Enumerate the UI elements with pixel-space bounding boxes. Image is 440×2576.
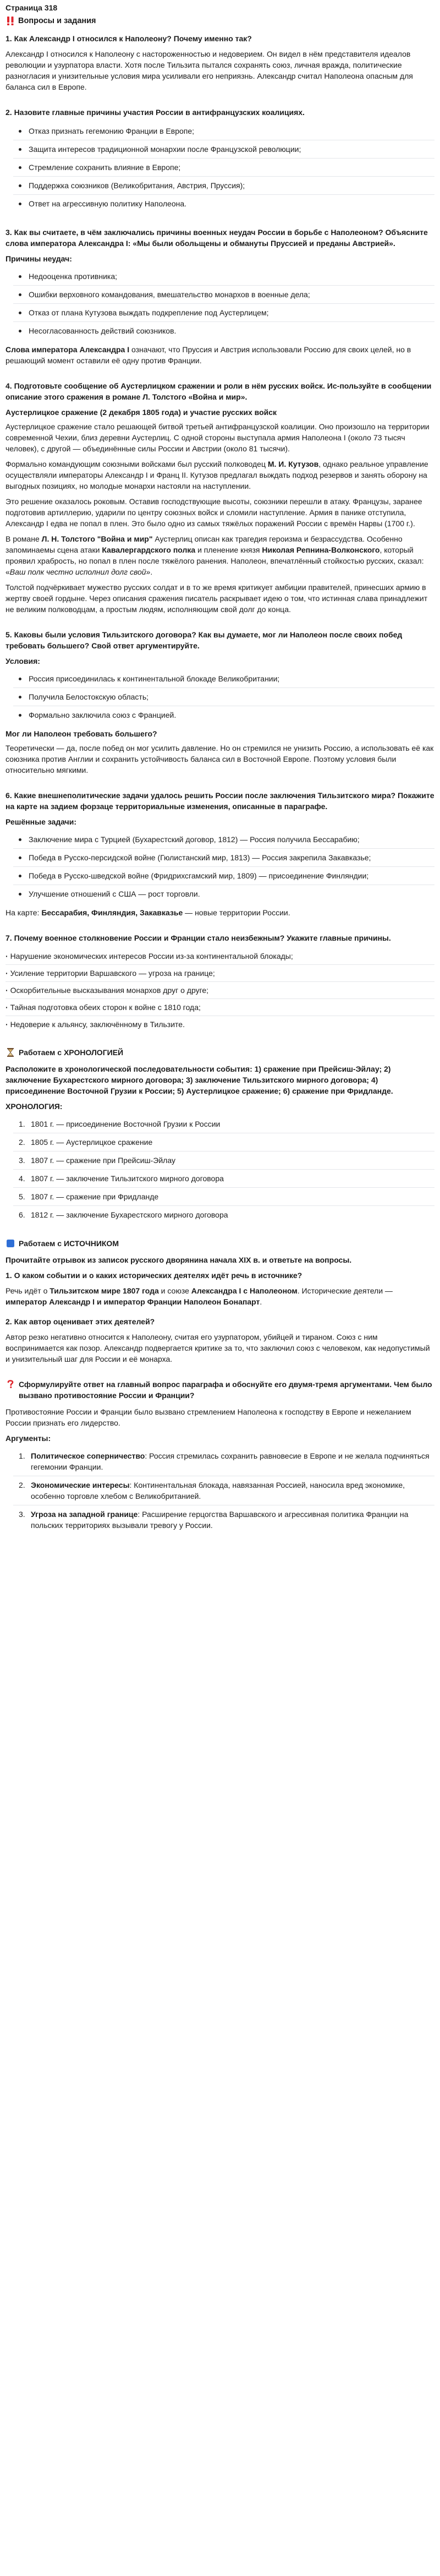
conclusion-text: означают, что Пруссия и Австрия использовали Россию для своих целей, но в решающий момент оставили её одну против Франции. [6,345,411,365]
item-number: 6. [19,1210,25,1219]
double-exclamation-icon [6,16,15,26]
list-item: Улучшение отношений с США — рост торговли. [13,885,435,903]
list-item [13,1115,435,1133]
source-section [6,1238,435,1365]
question-4-subtitle: Аустерлицкое сражение (2 декабря 1805 года) и участие русских войск [6,408,277,417]
question-2-title: 2. Назовите главные причины участия России в антифранцузских коалициях. [6,108,305,117]
question-4-title: 4. Подготовьте сообщение об Аустерлицком сражении и роли в нём русских войск. Ис-пользуйте в сообщении описание этого сражения в романе Л. Толстого «Война и мир». [6,381,432,401]
source-answer-1 [6,1285,435,1307]
question-5-conditions-label: Условия: [6,657,40,665]
list-item [13,1133,435,1151]
question-5 [6,629,435,776]
list-item [13,1505,435,1534]
question-3 [6,227,435,366]
chronology-label: ХРОНОЛОГИЯ: [6,1102,63,1111]
territories: Бессарабия, Финляндия, Закавказье [41,908,183,917]
chronology-list [6,1115,435,1224]
item-number: 1. [19,1120,25,1128]
question-3-conclusion [6,344,435,366]
list-item: Отказ признать гегемонию Франции в Европе; [13,122,435,140]
item-number: 2. [19,1481,25,1489]
question-4-paragraph-1: Аустерлицкое сражение стало решающей битвой третьей антифранцузской коалиции. Оно произошло на территории современной Чехии, близ деревни Аустерлиц. С одной стороны выступала армия Наполеона I (около 73 тысяч человек), с другой — объединённые силы России и Австрии (около 81 тысячи). [6,422,430,453]
item-number: 2. [19,1138,25,1147]
question-4 [6,380,435,615]
chronology-section [6,1047,435,1224]
item-text: 1812 г. — заключение Бухарестского мирного договора [31,1210,228,1219]
text-span: император Александр I и император Франции Наполеон Бонапарт [6,1297,260,1306]
list-item: Защита интересов традиционной монархии после Французской революции; [13,140,435,159]
source-header [6,1238,435,1249]
list-item: · Тайная подготовка обеих сторон к войне с 1810 года; [6,999,435,1016]
question-7-title: 7. Почему военное столкновение России и Франции стало неизбежным? Укажите главные причины. [6,934,391,942]
question-6-map-note [6,907,435,918]
question-3-reasons-label: Причины неудач: [6,254,72,263]
hourglass-icon [6,1047,15,1057]
list-item: Стремление сохранить влияние в Европе; [13,159,435,177]
final-title: Сформулируйте ответ на главный вопрос параграфа и обоснуйте его двумя-тремя аргументами. Чем было вызвано противостояние России и Франции? [19,1380,432,1400]
list-item: · Усиление территории Варшавского — угроза на границе; [6,965,435,982]
questions-section-title: Вопросы и задания [18,17,96,25]
item-text: 1801 г. — присоединение Восточной Грузии к России [31,1120,221,1128]
question-4-paragraph-3: Это решение оказалось роковым. Оставив господствующие высоты, союзники перешли в атаку. Французы, заранее подготовив артиллерию, ударили по центру союзных войск и сломили наступление. Армия в панике отступила, Александр I едва не попал в плен. Это было одно из самых тяжёлых поражений России с времён Нарвы (1700 г.). [6,497,422,528]
text-span: На карте: [6,908,42,917]
item-lead: Угроза на западной границе [31,1510,138,1519]
text-span: ». [146,567,153,576]
page-label: Страница 318 [6,3,58,12]
list-item [13,1151,435,1170]
final-args-list [6,1447,435,1534]
kutuzov-name: М. И. Кутузов [267,460,319,468]
novel-title: Л. Н. Толстого "Война и мир" [41,534,153,543]
text-span: Речь идёт о [6,1286,50,1295]
question-5-answer [6,743,435,776]
item-lead: Экономические интересы [31,1481,130,1489]
final-header [6,1379,435,1401]
chronology-title: Работаем с ХРОНОЛОГИЕЙ [19,1048,124,1057]
question-4-paragraph-2 [6,459,435,492]
item-number: 5. [19,1192,25,1201]
question-6-list [6,831,435,903]
list-item: Победа в Русско-шведской войне (Фридрихсгамский мир, 1809) — присоединение Финляндии; [13,867,435,885]
list-item: Ответ на агрессивную политику Наполеона. [13,195,435,212]
questions-section-header [6,15,435,26]
text-span: Формально командующим союзными войсками был русский полководец [6,460,268,468]
text-span: Теоретически [6,744,54,752]
question-4-paragraph-4 [6,533,435,577]
final-intro: Противостояние России и Франции было вызвано стремлением Наполеона к господству в Европе и нежеланием России признать его лидерство. [6,1407,411,1427]
item-text: 1807 г. — сражение при Прейсиш-Эйлау [31,1156,175,1165]
blue-square-icon [6,1238,15,1248]
item-number: 1. [19,1451,25,1460]
text-span: В романе [6,534,42,543]
list-item: Формально заключила союз с Францией. [13,706,435,724]
regiment-name: Кавалергардского полка [102,545,196,554]
item-text: 1805 г. — Аустерлицкое сражение [31,1138,153,1147]
chronology-header [6,1047,435,1058]
question-7 [6,932,435,1033]
text-span: , который проявил храбрость, но попал в плен после тяжёлого ранения. Наполеон, впечатлённый стойкостью русских, сказал: « [6,545,424,576]
source-question-2: 2. Как автор оценивает этих деятелей? [6,1317,155,1326]
question-3-list [6,268,435,340]
question-mark-icon [6,1379,15,1389]
list-item [13,1447,435,1476]
text-span: . [260,1297,262,1306]
list-item [13,1188,435,1206]
item-text: : Россия стремилась сохранить равновесие в Европе и не желала подчиняться гегемонии Франции. [31,1451,430,1471]
source-question-1: 1. О каком событии и о каких исторических деятелях идёт речь в источнике? [6,1271,302,1280]
source-title: Работаем с ИСТОЧНИКОМ [19,1239,119,1248]
list-item [13,1476,435,1505]
list-item: Недооценка противника; [13,268,435,286]
question-5-title: 5. Каковы были условия Тильзитского договора? Как вы думаете, мог ли Наполеон после своих побед требовать большего? Свой ответ аргументируйте. [6,630,403,650]
list-item: · Недоверие к альянсу, заключённому в Тильзите. [6,1016,435,1033]
chronology-task: Расположите в хронологической последовательности события: 1) сражение при Прейсиш-Эйлау; 2) заключение Бухарестского мирного договора; 3) заключение Тильзитского мирного договора; 4) присоединение Восточной Грузии к России; 5) Аустерлицкое сражение; 6) сражение при Фридланде. [6,1065,393,1095]
text-span: — да, после побед он мог усилить давление. Но он стремился не унизить Россию, а использовать её как союзника против Англии и сохранить устойчивость баланса сил в Восточной Европе. Поэтому условия были относительно мягкими. [6,744,434,774]
text-span: . Исторические деятели — [297,1286,393,1295]
question-2 [6,107,435,212]
list-item: · Нарушение экономических интересов России из-за континентальной блокады; [6,948,435,965]
question-4-paragraph-5: Толстой подчёркивает мужество русских солдат и в то же время критикует амбиции правителей, принесших армию в жертву своей гордыне. Через описания сражения писатель раскрывает идею о том, что истинная слава принадлежит не великим полководцам, а простым людям, исполняющим свой долг до конца. [6,583,428,614]
text-span: Тильзитском мире 1807 года [50,1286,159,1295]
text-span: — новые территории России. [183,908,290,917]
text-span: и союзе [158,1286,191,1295]
text-span: , однако реальное управление осуществляли императоры Александр I и Франц II. Кутузов предлагал выждать подход резервов и занять оборону на выгодных позициях, но молодые монархи настояли на наступлении. [6,460,428,490]
list-item: Поддержка союзников (Великобритания, Австрия, Пруссия); [13,177,435,195]
list-item: Получила Белостокскую область; [13,688,435,706]
list-item: Россия присоединилась к континентальной блокаде Великобритании; [13,670,435,688]
question-2-list [6,122,435,212]
conclusion-bold: Слова императора Александра I [6,345,130,354]
question-3-title: 3. Как вы считаете, в чём заключались причины военных неудач России в борьбе с Наполеоном? Объясните слова императора Александра I: «Мы были обольщены и обмануты Пруссией и преданы Австрией». [6,228,428,248]
prince-name: Николая Репнина-Волконского [262,545,380,554]
list-item: Победа в Русско-персидской войне (Гюлистанский мир, 1813) — Россия закрепила Закавказье; [13,849,435,867]
source-task: Прочитайте отрывок из записок русского дворянина начала XIX в. и ответьте на вопросы. [6,1256,352,1264]
text-span: Аустерлиц описан как трагедия героизма и безрассудства. Особенно запоминаемы сцена атаки [6,534,403,554]
question-1-answer: Александр I относился к Наполеону с настороженностью и недоверием. Он видел в нём представителя идеалов революции и узурпатора власти. Хотя после Тильзита пытался сохранять союз, личная вражда, политические разногласия и унизительные условия мира усиливали его неприязнь. Александр считал Наполеона опасным для баланса сил в Европе. [6,50,413,91]
item-text: : Расширение герцогства Варшавского и агрессивная политика Франции на польских территориях вызывали тревогу у России. [31,1510,409,1530]
final-section [6,1379,435,1534]
question-1 [6,33,435,92]
list-item: Заключение мира с Турцией (Бухарестский договор, 1812) — Россия получила Бессарабию; [13,831,435,849]
question-5-subquestion: Мог ли Наполеон требовать большего? [6,729,157,738]
list-item [13,1206,435,1224]
question-1-title: 1. Как Александр I относился к Наполеону? Почему именно так? [6,34,252,43]
question-6-tasks-label: Решённые задачи: [6,817,77,826]
list-item: Ошибки верховного командования, вмешательство монархов в военные дела; [13,286,435,304]
list-item: Отказ от плана Кутузова выждать подкрепление под Аустерлицем; [13,304,435,322]
question-6 [6,790,435,918]
list-item: Несогласованность действий союзников. [13,322,435,340]
item-text: : Континентальная блокада, навязанная Россией, наносила вред экономике, особенно торговле хлебом с Великобританией. [31,1481,405,1500]
item-lead: Политическое соперничество [31,1451,145,1460]
item-text: 1807 г. — заключение Тильзитского мирного договора [31,1174,224,1183]
item-number: 4. [19,1174,25,1183]
text-span: и пленение князя [195,545,262,554]
text-span: Александра I с Наполеоном [191,1286,298,1295]
list-item [13,1170,435,1188]
final-args-label: Аргументы: [6,1434,51,1443]
list-item: · Оскорбительные высказывания монархов друг о друге; [6,982,435,999]
question-6-title: 6. Какие внешнеполитические задачи удалось решить России после заключения Тильзитского мира? Покажите на карте на задием форзаце территориальные изменения, описанные в параграфе. [6,791,435,811]
item-text: 1807 г. — сражение при Фридланде [31,1192,159,1201]
napoleon-quote: Ваш полк честно исполнил долг свой [9,567,146,576]
item-number: 3. [19,1156,25,1165]
item-number: 3. [19,1510,25,1519]
question-5-list [6,670,435,724]
question-7-list [6,948,435,1033]
source-answer-2: Автор резко негативно относится к Наполеону, считая его узурпатором, убийцей и тираном. Союз с ним воспринимается как позор. Александр подвергается критике за то, что заключил союз с человеком, как недопустимый и унизительный шаг для России и её монарха. [6,1333,430,1363]
